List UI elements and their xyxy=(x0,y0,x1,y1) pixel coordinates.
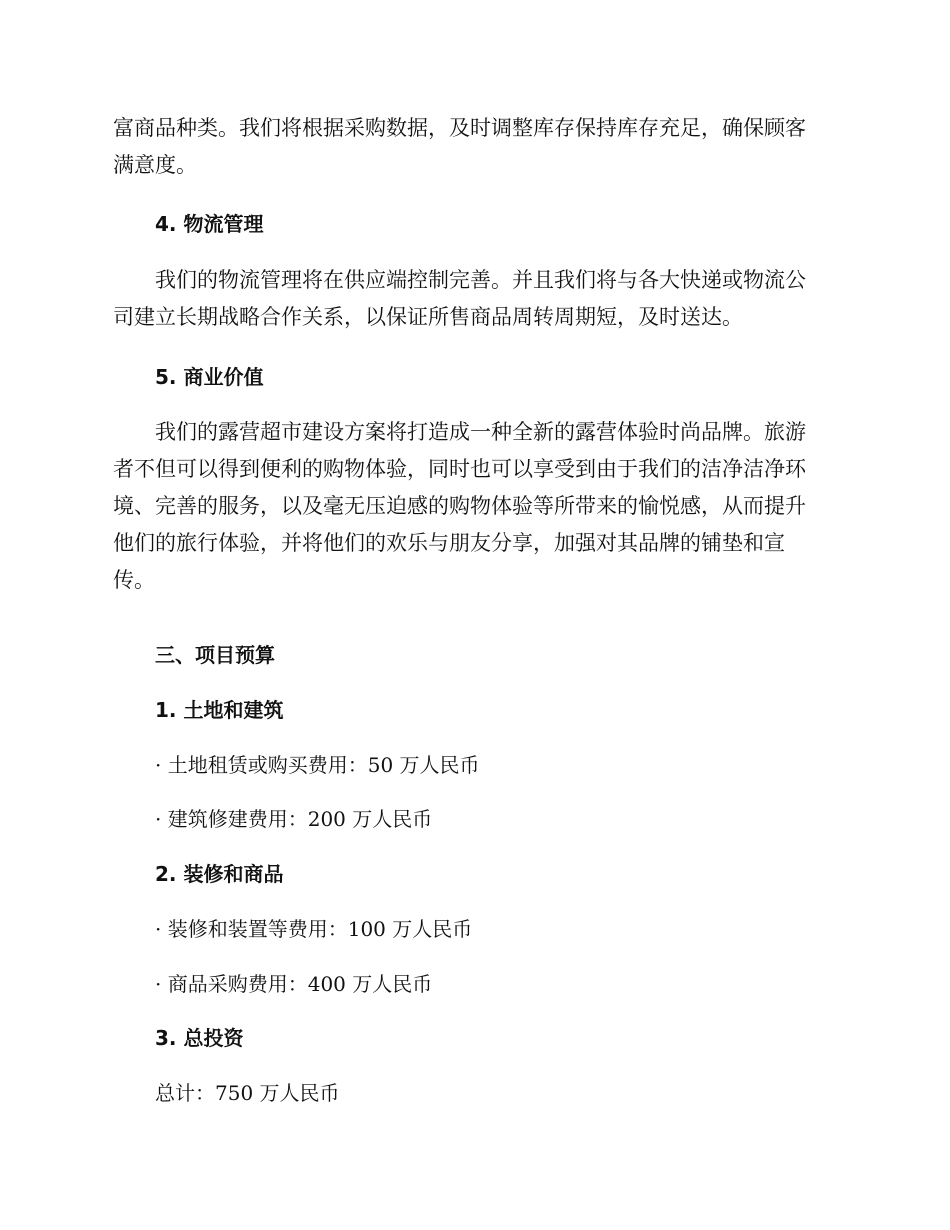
budget-item: · 土地租赁或购买费用：50 万人民币 xyxy=(155,753,480,777)
paragraph-line: 传。 xyxy=(113,568,155,592)
paragraph-line: 我们的露营超市建设方案将打造成一种全新的露营体验时尚品牌。旅游 xyxy=(155,420,806,444)
section-title-budget: 三、项目预算 xyxy=(155,643,275,667)
paragraph-line: 者不但可以得到便利的购物体验，同时也可以享受到由于我们的洁净洁净环 xyxy=(113,457,806,481)
total-amount: 总计：750 万人民币 xyxy=(155,1081,340,1105)
heading-business-value: 5. 商业价值 xyxy=(155,365,264,389)
heading-logistics: 4. 物流管理 xyxy=(155,212,264,236)
budget-item: · 装修和装置等费用：100 万人民币 xyxy=(155,917,473,941)
intro-paragraph xyxy=(113,110,833,184)
paragraph-line: 境、完善的服务，以及毫无压迫感的购物体验等所带来的愉悦感，从而提升 xyxy=(113,494,806,518)
paragraph-line: 富商品种类。我们将根据采购数据，及时调整库存保持库存充足，确保顾客 xyxy=(113,116,806,140)
budget-item: · 商品采购费用：400 万人民币 xyxy=(155,972,433,996)
heading-total-investment: 3. 总投资 xyxy=(155,1026,244,1050)
budget-item: · 建筑修建费用：200 万人民币 xyxy=(155,807,433,831)
paragraph-line: 我们的物流管理将在供应端控制完善。并且我们将与各大快递或物流公 xyxy=(155,268,806,292)
heading-decor-goods: 2. 装修和商品 xyxy=(155,862,284,886)
value-paragraph xyxy=(113,414,833,599)
heading-land-building: 1. 土地和建筑 xyxy=(155,698,284,722)
paragraph-line: 满意度。 xyxy=(113,153,197,177)
logistics-paragraph xyxy=(113,262,833,336)
paragraph-line: 他们的旅行体验，并将他们的欢乐与朋友分享，加强对其品牌的铺垫和宣 xyxy=(113,531,785,555)
paragraph-line: 司建立长期战略合作关系，以保证所售商品周转周期短，及时送达。 xyxy=(113,305,743,329)
